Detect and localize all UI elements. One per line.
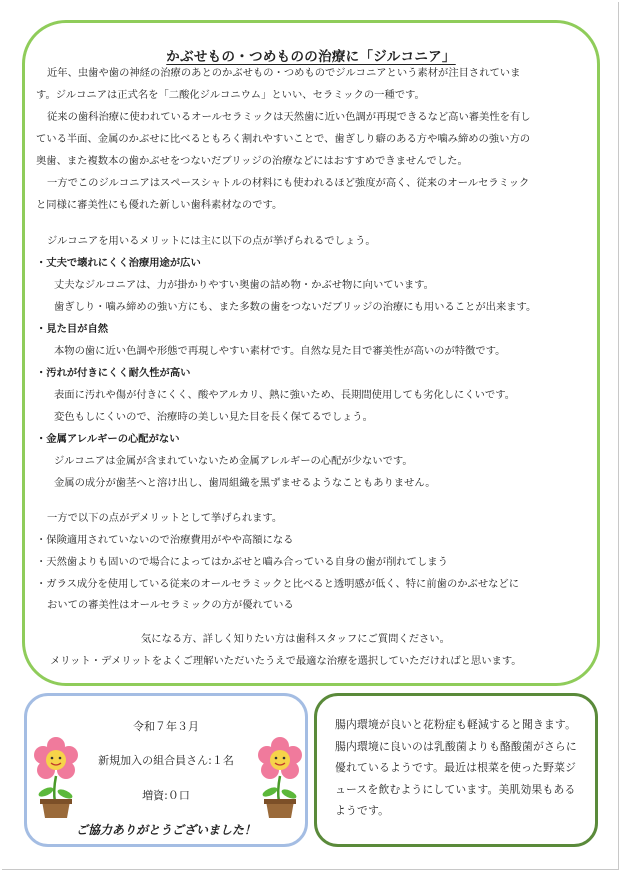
tip-text: 腸内環境が良いと花粉症も軽減すると聞きます。腸内環境に良いのは乳酸菌よりも酪酸菌がさらに優れているようです。最近は根菜を使った野菜ジュースを飲むようにしています。美肌効果もあるようです。 — [335, 718, 577, 817]
intro-line-5: 奥歯、また複数本の歯かぶせをつないだブリッジの治療などにはおすすめできませんでした。 — [36, 155, 468, 167]
closing-line-1: 気になる方、詳しく知りたい方は歯科スタッフにご質問ください。 — [141, 633, 450, 645]
flower-pot-icon — [255, 736, 305, 820]
intro-line-4: ている半面、金属のかぶせに比べるともろく割れやすいことで、歯ぎしり癖のある方や噛み締めの強い方の — [36, 133, 531, 145]
merits-intro: ジルコニアを用いるメリットには主に以下の点が挙げられるでしょう。 — [47, 235, 376, 247]
merit-heading-3: ・汚れが付きにくく耐久性が高い — [36, 367, 191, 379]
flower-pot-icon — [31, 736, 81, 820]
merit-text: 変色もしにくいので、治療時の美しい見た目を長く保てるでしょう。 — [54, 411, 373, 423]
merit-text: 表面に汚れや傷が付きにくく、酸やアルカリ、熱に強いため、長期間使用しても劣化しにくいです。 — [54, 389, 515, 401]
intro-line-7: と同様に審美性にも優れた新しい歯科素材なのです。 — [36, 199, 283, 211]
tip-panel — [314, 693, 598, 847]
merit-heading-2: ・見た目が自然 — [36, 323, 109, 335]
thanks-message: ご協力ありがとうございました！ — [75, 823, 256, 837]
report-date: 令和７年３月 — [133, 720, 199, 733]
intro-line-1: 近年、虫歯や歯の神経の治療のあとのかぶせもの・つめものでジルコニアという素材が注目されていま — [47, 67, 521, 79]
closing-line-2: メリット・デメリットをよくご理解いただいたうえで最適な治療を選択していただければと思います。 — [50, 655, 522, 667]
demerit-item: ・天然歯よりも固いので場合によってはかぶせと嚙み合っている自身の歯が削れてしまう — [36, 556, 448, 568]
demerit-item-continued: おいての審美性はオールセラミックの方が優れている — [47, 599, 294, 611]
intro-line-2: す。ジルコニアは正式名を「二酸化ジルコニウム」といい、セラミックの一種です。 — [36, 89, 425, 101]
new-members: 新規加入の組合員さん:１名 — [98, 754, 234, 767]
merit-text: 歯ぎしり・噛み締めの強い方にも、また多数の歯をつないだブリッジの治療にも用いることが出来ます。 — [54, 301, 537, 313]
merit-text: 本物の歯に近い色調や形態で再現しやすい素材です。自然な見た目で審美性が高いのが特徴です。 — [54, 345, 506, 357]
demerits-intro: 一方で以下の点がデメリットとして挙げられます。 — [47, 512, 283, 524]
capital-increase: 増資:０口 — [142, 789, 190, 802]
merit-heading-4: ・金属アレルギーの心配がない — [36, 433, 180, 445]
intro-line-3: 従来の歯科治療に使われているオールセラミックは天然歯に近い色調が再現できるなど高い審美性を有し — [47, 111, 531, 123]
merit-text: 金属の成分が歯茎へと溶け出し、歯周組織を黒ずませるようなこともありません。 — [54, 477, 436, 489]
demerit-item: ・保険適用されていないので治療費用がやや高額になる — [36, 534, 294, 546]
merit-text: ジルコニアは金属が含まれていないため金属アレルギーの心配が少ないです。 — [54, 455, 413, 467]
merit-text: 丈夫なジルコニアは、力が掛かりやすい奥歯の詰め物・かぶせ物に向いています。 — [54, 279, 434, 291]
intro-line-6: 一方でこのジルコニアはスペースシャトルの材料にも使われるほど強度が高く、従来のオールセラミック — [47, 177, 530, 189]
merit-heading-1: ・丈夫で壊れにくく治療用途が広い — [36, 257, 201, 269]
demerit-item: ・ガラス成分を使用している従来のオールセラミックと比べると透明感が低く、特に前歯のかぶせなどに — [36, 578, 520, 590]
membership-panel — [24, 693, 308, 847]
article-title: かぶせもの・つめものの治療に「ジルコニア」 — [166, 49, 456, 65]
